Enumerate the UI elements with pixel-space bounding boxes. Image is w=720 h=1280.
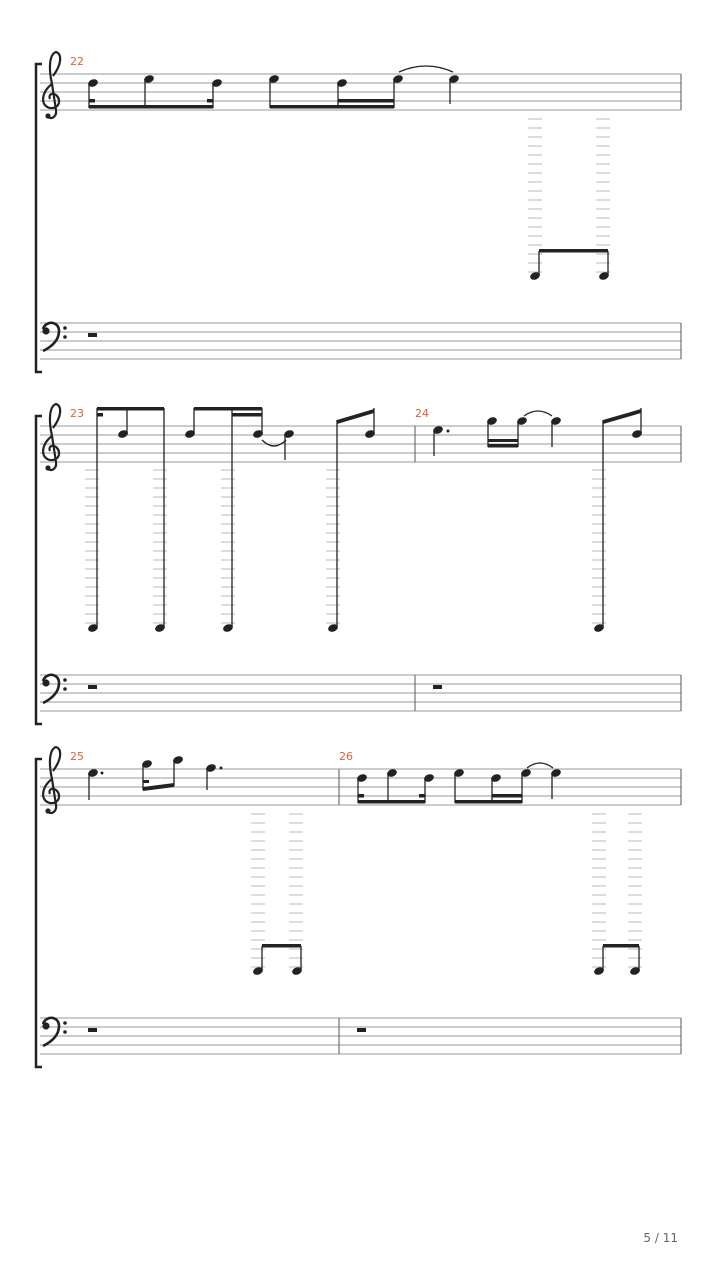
treble-staff (40, 769, 681, 805)
system-3 (36, 747, 681, 1067)
tie (527, 763, 553, 768)
barlines (415, 426, 681, 711)
bass-staff (40, 675, 681, 711)
notes-m24 (432, 408, 643, 633)
notes-m25 (87, 755, 303, 976)
treble-clef-icon (43, 52, 60, 119)
system-2 (36, 404, 681, 724)
system-1 (36, 52, 681, 372)
melody-notes (87, 66, 460, 109)
notes-m26 (356, 763, 642, 976)
ledger-lines (85, 470, 606, 623)
half-rest-icon (88, 1028, 97, 1032)
bass-clef-icon (42, 323, 66, 351)
half-rest-icon (88, 333, 97, 337)
treble-staff (40, 426, 681, 462)
bass-staff (40, 1018, 681, 1054)
treble-staff (40, 74, 681, 110)
half-rest-icon (433, 685, 442, 689)
bass-staff (40, 323, 681, 359)
bass-notes-ledger (528, 119, 610, 281)
measure-number: 26 (339, 750, 353, 763)
treble-clef-icon (43, 404, 60, 471)
bass-clef-icon (42, 675, 66, 703)
tie (524, 411, 552, 416)
bass-clef-icon (42, 1018, 66, 1046)
treble-clef-icon (43, 747, 60, 814)
tie (399, 66, 453, 72)
measure-number: 25 (70, 750, 84, 763)
tie (262, 440, 286, 446)
measure-number: 23 (70, 407, 84, 420)
page-number: 5 / 11 (643, 1231, 678, 1245)
measure-number: 24 (415, 407, 429, 420)
notes-m23 (87, 407, 376, 633)
measure-number: 22 (70, 55, 84, 68)
half-rest-icon (357, 1028, 366, 1032)
barlines (339, 769, 681, 1054)
half-rest-icon (88, 685, 97, 689)
